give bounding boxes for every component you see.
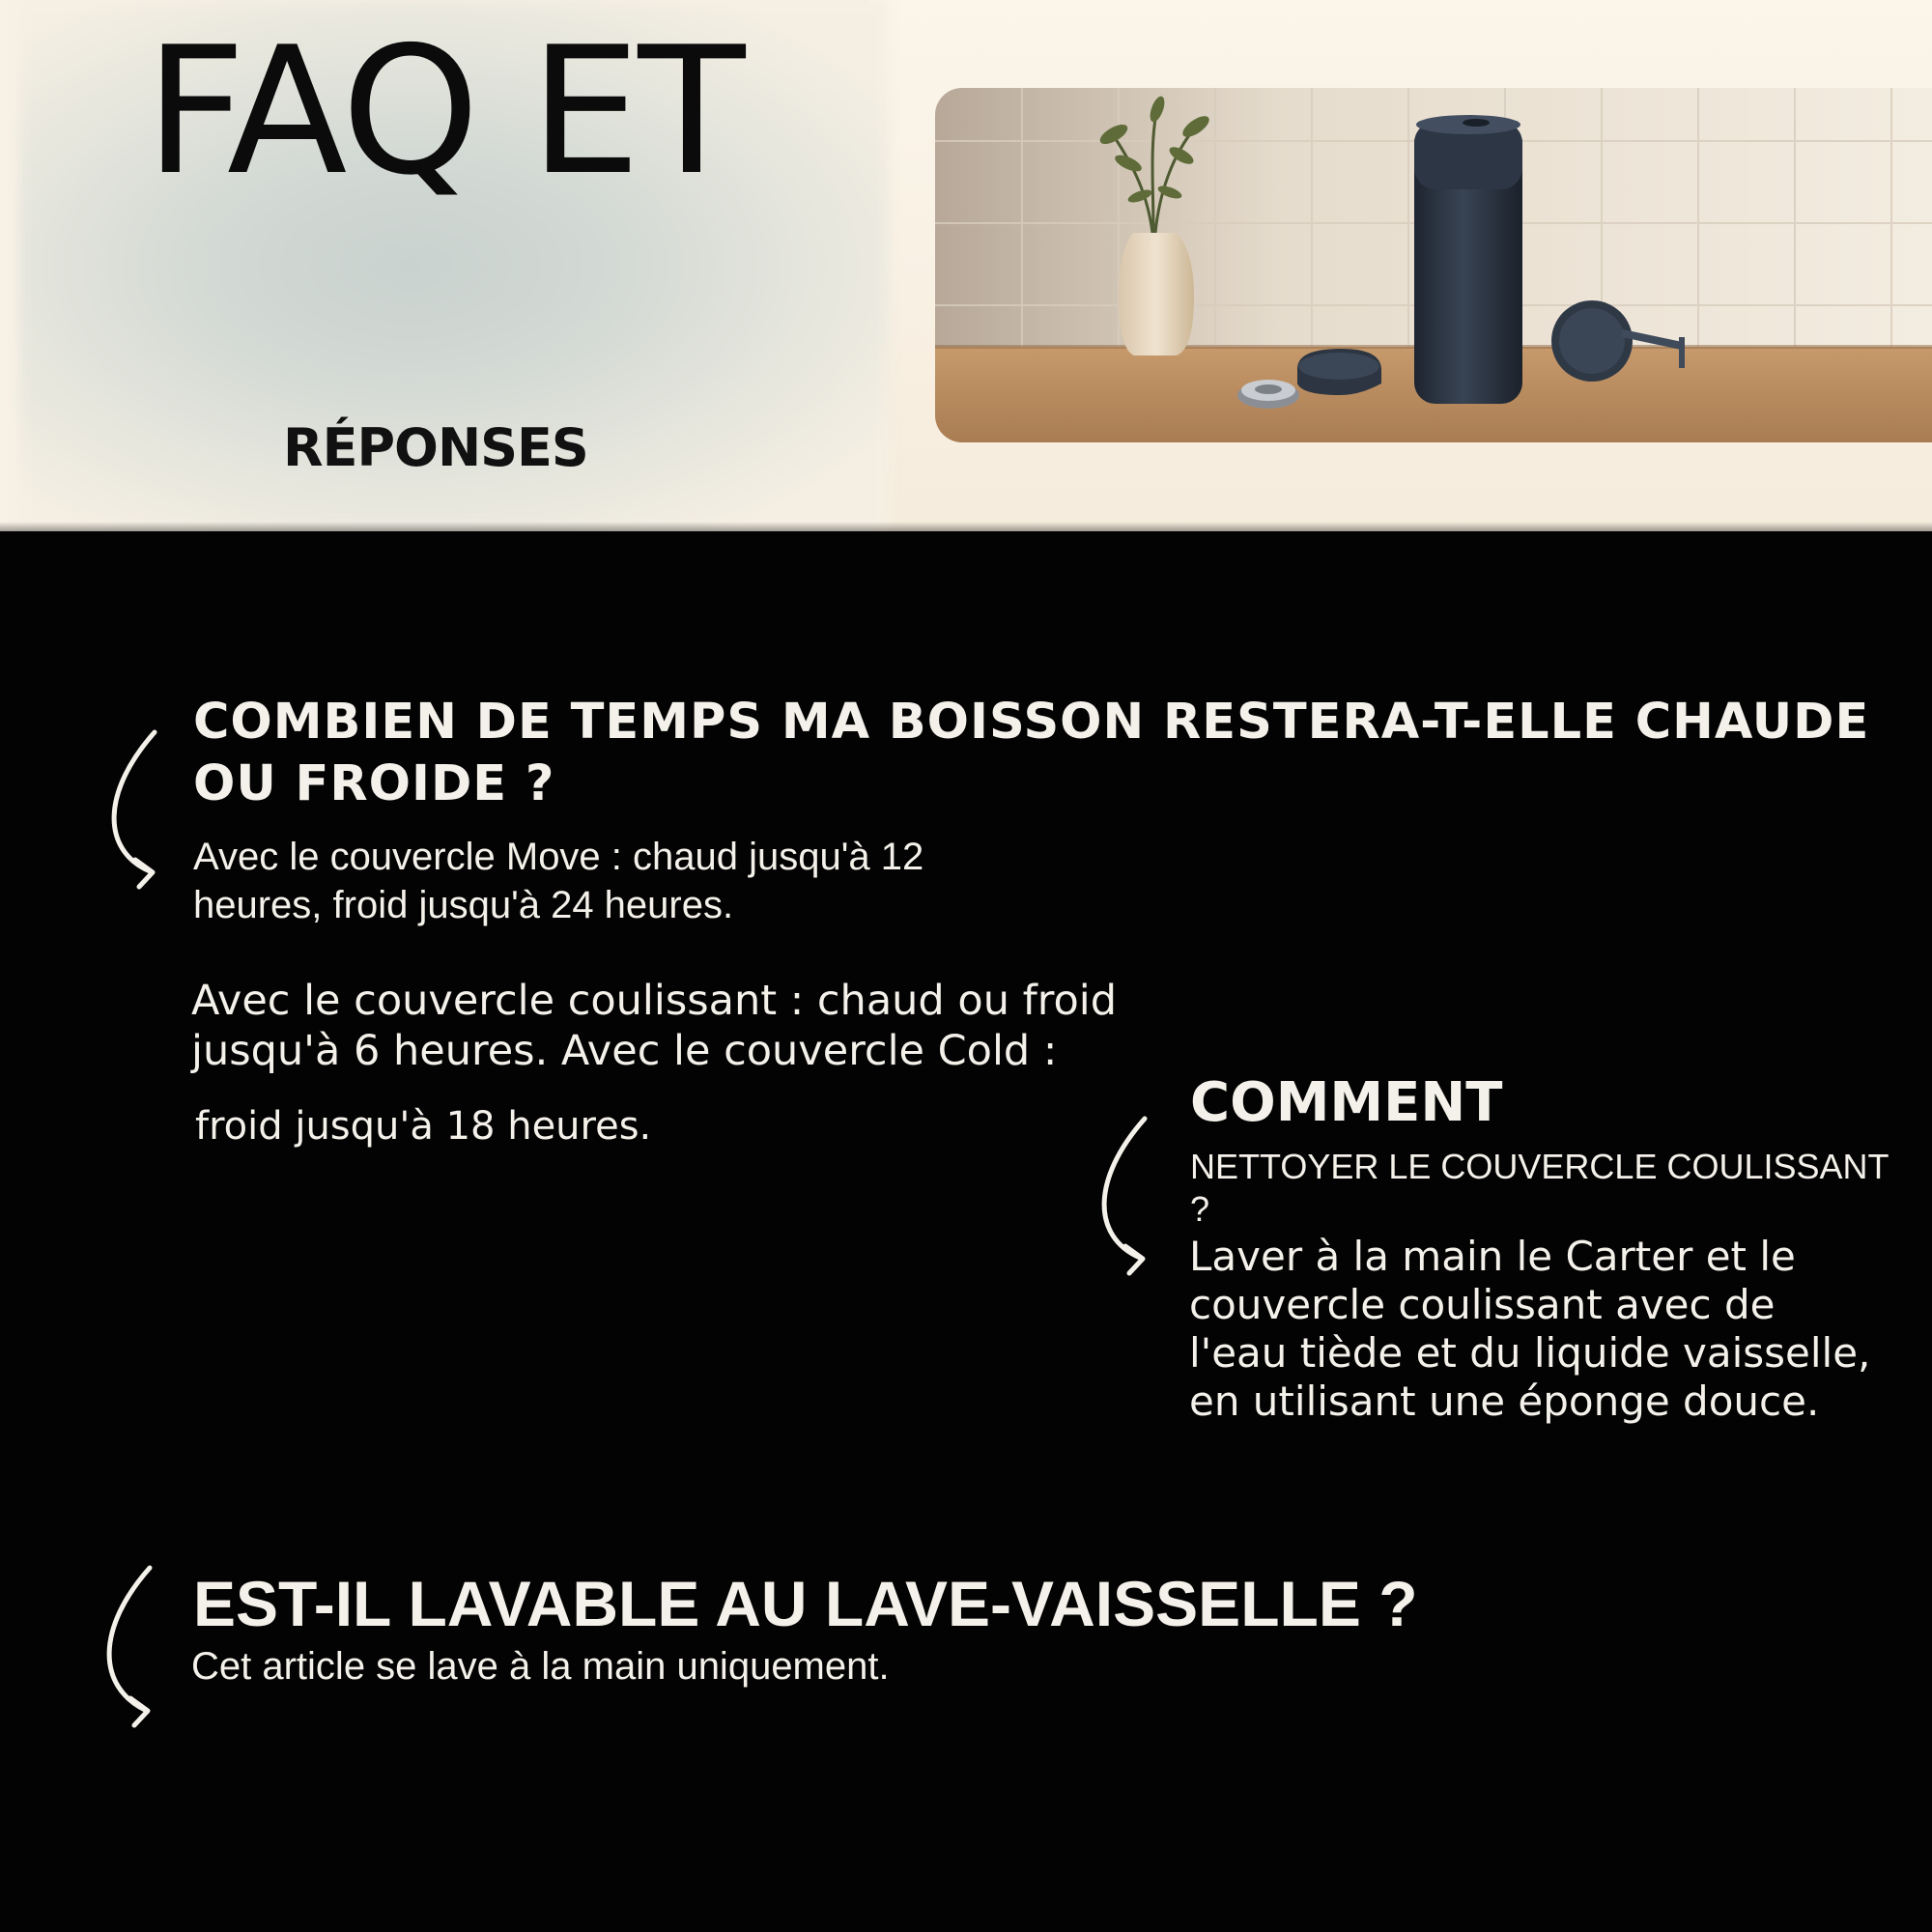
faq-answer-2-line-4: en utilisant une éponge douce. [1189, 1378, 1820, 1425]
page-subtitle: RÉPONSES [283, 417, 588, 478]
curved-arrow-icon [1082, 1111, 1150, 1280]
faq-answer-1-move [193, 833, 923, 929]
header-banner [0, 0, 1932, 531]
curved-arrow-icon [92, 1560, 159, 1729]
faq-answer-1-slide [191, 976, 1117, 1076]
faq-question-1 [193, 692, 1869, 815]
faq-answer-1-move-line-2: heures, froid jusqu'à 24 heures. [193, 884, 734, 926]
faq-answer-1-cold: froid jusqu'à 18 heures. [195, 1104, 652, 1149]
faq-answer-1-move-line-1: Avec le couvercle Move : chaud jusqu'à 12 [193, 836, 924, 878]
faq-question-1-line-1: COMBIEN DE TEMPS MA BOISSON RESTERA-T-ELLE CHAUDE [193, 694, 1870, 751]
faq-answer-3: Cet article se lave à la main uniquement. [191, 1645, 890, 1688]
product-photo [935, 88, 1932, 442]
faq-question-2-title: COMMENT [1190, 1071, 1503, 1134]
faq-question-2-line-1: NETTOYER LE COUVERCLE COULISSANT [1190, 1147, 1889, 1186]
faq-answer-2-line-1: Laver à la main le Carter et le [1189, 1233, 1796, 1280]
faq-question-3: EST-IL LAVABLE AU LAVE-VAISSELLE ? [193, 1568, 1418, 1639]
faq-answer-2-line-3: l'eau tiède et du liquide vaisselle, [1189, 1329, 1871, 1377]
faq-question-1-line-2: OU FROIDE ? [193, 755, 555, 812]
page-title: FAQ ET [145, 9, 743, 213]
faq-question-2-line-2: ? [1190, 1189, 1210, 1229]
product-photo-illustration [935, 88, 1932, 442]
header-divider [0, 522, 1932, 531]
faq-answer-2-line-2: couvercle coulissant avec de [1189, 1281, 1776, 1328]
curved-arrow-icon [97, 724, 164, 894]
faq-answer-1-slide-line-1: Avec le couvercle coulissant : chaud ou froid [191, 977, 1118, 1025]
faq-answer-2 [1189, 1233, 1870, 1426]
faq-answer-1-slide-line-2: jusqu'à 6 heures. Avec le couvercle Cold : [191, 1027, 1058, 1075]
faq-question-2-rest [1190, 1146, 1889, 1231]
